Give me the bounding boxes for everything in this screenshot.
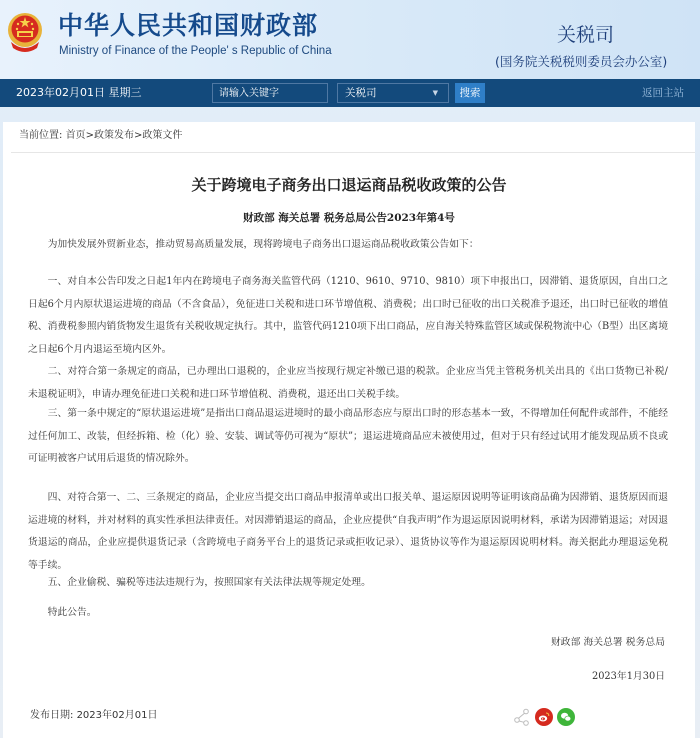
article-title: 关于跨境电子商务出口退运商品税收政策的公告 <box>191 176 507 194</box>
scope-selected-value: 关税司 <box>345 87 377 99</box>
breadcrumb-prefix: 当前位置: <box>19 130 66 141</box>
return-home-link[interactable]: 返回主站 <box>642 87 684 99</box>
weibo-glyph-icon <box>538 711 550 723</box>
article-paragraph: 四、对符合第一、二、三条规定的商品，企业应当提交出口商品申报清单或出口报关单、退运原因说明等证明该商品确为因滞销、退货原因而退运进境的材料，并对材料的真实性承担法律责任。对因滞销退运的商品，企业应提供“自我声明”作为退运原因说明材料，承诺为因滞销退运；对因退货退运的商品，企业应提供退货记录（含跨境电子商务平台上的退货记录或拒收记录）、退货协议等作为退运原因说明材料。海关据此办理退运免税等手续。 <box>28 492 668 571</box>
department-subtitle: (国务院关税税则委员会办公室) <box>495 54 668 69</box>
weibo-icon[interactable] <box>535 708 553 726</box>
article-paragraph: 为加快发展外贸新业态，推动贸易高质量发展，现将跨境电子商务出口退运商品税收政策公告如下： <box>47 239 479 250</box>
site-header <box>0 0 700 79</box>
article-paragraph: 五、企业偷税、骗税等违法违规行为，按照国家有关法律法规等规定处理。 <box>47 577 371 588</box>
ministry-logo-chinese[interactable]: 中华人民共和国财政部 <box>58 11 319 40</box>
document-number: 财政部 海关总署 税务总局公告2023年第4号 <box>243 212 455 224</box>
breadcrumb-policy-release[interactable]: 政策发布 <box>93 130 134 141</box>
department-name: 关税司 <box>557 24 615 46</box>
wechat-glyph-icon <box>560 711 572 723</box>
breadcrumb-home[interactable]: 首页 <box>65 130 86 141</box>
share-icon[interactable] <box>513 708 531 726</box>
publish-date-label: 发布日期: <box>30 710 77 721</box>
publish-date <box>30 708 157 724</box>
article-paragraph: 特此公告。 <box>47 607 97 618</box>
search-scope-select[interactable] <box>337 83 449 103</box>
content-panel <box>3 122 695 738</box>
share-toolbar <box>513 708 575 726</box>
wechat-icon[interactable] <box>557 708 575 726</box>
breadcrumb-separator: > <box>85 130 94 141</box>
current-date: 2023年02月01日 星期三 <box>16 86 142 99</box>
search-button[interactable]: 搜索 <box>455 83 485 103</box>
national-emblem-icon <box>5 10 45 56</box>
article-paragraph: 三、第一条中规定的“原状退运进境”是指出口商品退运进境时的最小商品形态应与原出口时的形态基本一致，不得增加任何配件或部件，不能经过任何加工、改装，但经拆箱、检（化）验、安装、调试等仍可视为“原状”；退运进境商品应未被使用过，但对于只有经过试用才能发现品质不良或可证明被客户试用后退货的情况除外。 <box>28 408 668 464</box>
breadcrumb-policy-documents[interactable]: 政策文件 <box>142 130 183 141</box>
publish-date-value: 2023年02月01日 <box>76 710 158 721</box>
breadcrumb <box>19 128 182 144</box>
signing-date: 2023年1月30日 <box>591 671 665 682</box>
dropdown-arrow-icon: ▼ <box>432 89 438 97</box>
top-navbar <box>0 79 700 107</box>
divider <box>11 152 695 153</box>
breadcrumb-separator: > <box>133 130 143 141</box>
article-paragraph: 二、对符合第一条规定的商品，已办理出口退税的，企业应当按现行规定补缴已退的税款。企业应当凭主管税务机关出具的《出口货物已补税/未退税证明》，申请办理免征进口关税和进口环节增值税、消费税，退还出口关税手续。 <box>28 366 668 400</box>
ministry-logo-english: Ministry of Finance of the People' s Republic of China <box>59 45 332 57</box>
article-paragraph: 一、对自本公告印发之日起1年内在跨境电子商务海关监管代码（1210、9610、9710、9810）项下申报出口，因滞销、退货原因，自出口之日起6个月内原状退运进境的商品（不含食品），免征进口关税和进口环节增值税、消费税；出口时已征收的出口关税准予退还，出口时已征收的增值税、消费税参照内销货物发生退货有关税收规定执行。其中，监管代码1210项下出口商品，应自海关特殊监管区域或保税物流中心（B型）出区离境之日起6个月内退运至境内区外。 <box>28 276 668 355</box>
issuing-authorities: 财政部 海关总署 税务总局 <box>551 637 665 648</box>
search-input[interactable] <box>212 83 328 103</box>
